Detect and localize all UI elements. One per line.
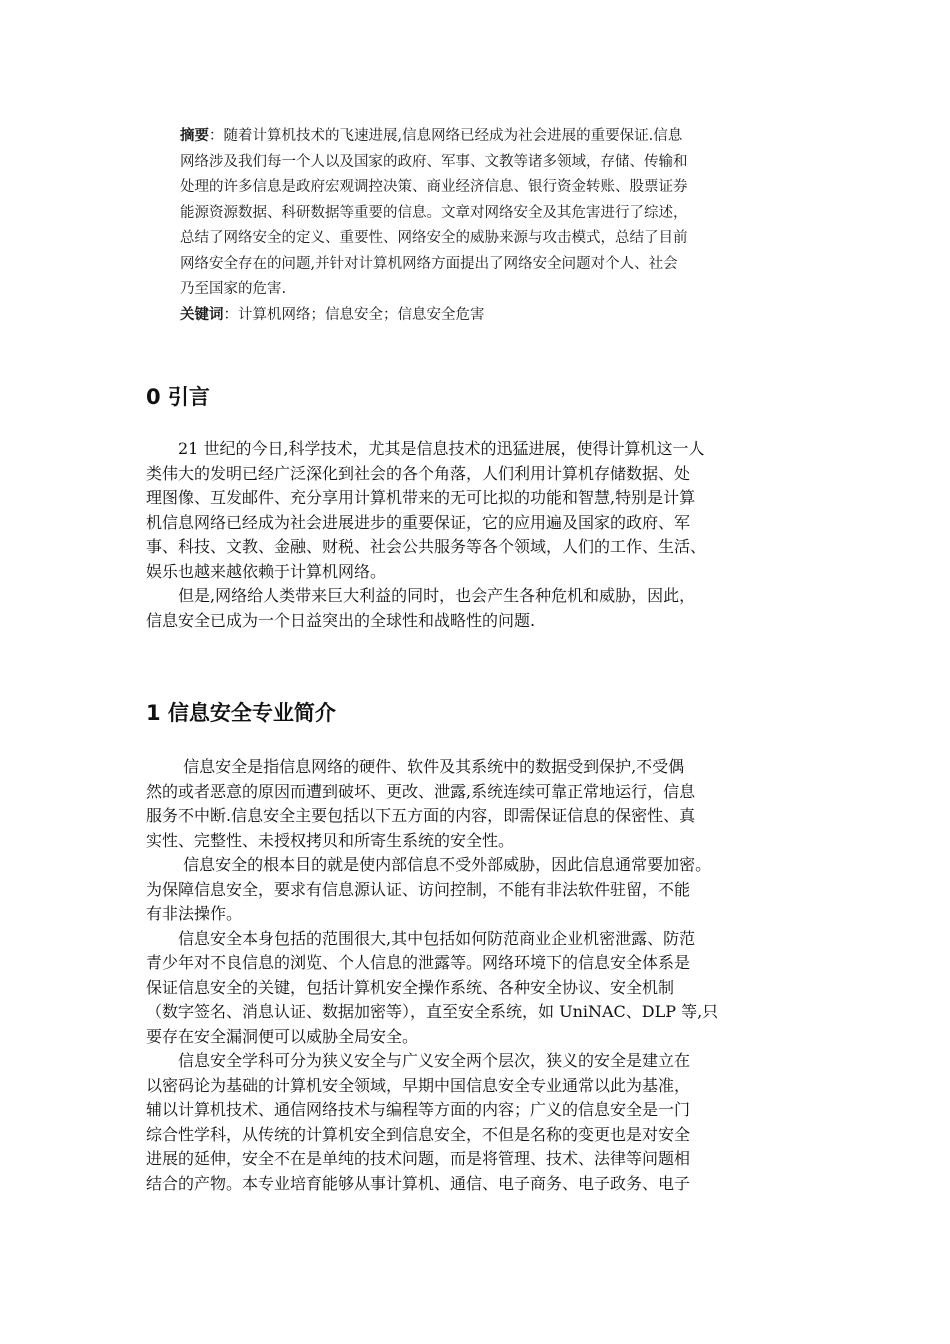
paragraph-line: （数字签名、消息认证、数据加密等），直至安全系统，如 UniNAC、DLP 等,只 <box>146 1002 719 1021</box>
paragraph-line: 进展的延伸，安全不在是单纯的技术问题，而是将管理、技术、法律等问题相 <box>146 1149 691 1168</box>
paragraph-line: 机信息网络已经成为社会进展进步的重要保证，它的应用遍及国家的政府、军 <box>146 512 691 532</box>
abstract-line <box>180 124 780 150</box>
abstract-block <box>180 124 780 328</box>
paragraph-line: 类伟大的发明已经广泛深化到社会的各个角落，人们利用计算机存储数据、处 <box>146 463 691 483</box>
paragraph-line: 青少年对不良信息的浏览、个人信息的泄露等。网络环境下的信息安全体系是 <box>146 953 691 972</box>
paragraph-line: 理图像、互发邮件、充分享用计算机带来的无可比拟的功能和智慧,特别是计算 <box>146 488 696 507</box>
abstract-line: 能源资源数据、科研数据等重要的信息。文章对网络安全及其危害进行了综述， <box>180 204 688 221</box>
abstract-line: 网络安全存在的问题,并针对计算机网络方面提出了网络安全问题对个人、社会 <box>180 255 678 272</box>
paragraph-line: 综合性学科，从传统的计算机安全到信息安全，不但是名称的变更也是对安全 <box>146 1124 691 1144</box>
paragraph-line: 信息安全已成为一个日益突出的全球性和战略性的问题. <box>146 610 536 630</box>
paragraph-line: 信息安全本身包括的范围很大,其中包括如何防范商业企业机密泄露、防范 <box>146 928 696 948</box>
keywords-label: 关键词 <box>180 306 224 323</box>
paragraph-line: 要存在安全漏洞便可以威胁全局安全。 <box>146 1026 419 1046</box>
section-heading-infosec-intro: 1 信息安全专业简介 <box>146 701 336 725</box>
paragraph-line: 信息安全学科可分为狭义安全与广义安全两个层次，狭义的安全是建立在 <box>146 1051 691 1070</box>
paragraph-line: 保证信息安全的关键，包括计算机安全操作系统、各种安全协议、安全机制 <box>146 977 675 997</box>
paragraph-line: 为保障信息安全，要求有信息源认证、访问控制，不能有非法软件驻留，不能 <box>146 879 691 899</box>
paragraph-line: 21 世纪的今日,科学技术，尤其是信息技术的迅猛进展，使得计算机这一人 <box>146 439 705 458</box>
paragraph-line: 辅以计算机技术、通信网络技术与编程等方面的内容；广义的信息安全是一门 <box>146 1100 691 1119</box>
keywords-line <box>180 303 780 329</box>
keywords-text: ：计算机网络；信息安全；信息安全危害 <box>223 306 485 323</box>
abstract-line: 处理的许多信息是政府宏观调控决策、商业经济信息、银行资金转账、股票证券 <box>180 179 688 195</box>
paragraph-line: 娱乐也越来越依赖于计算机网络。 <box>146 561 387 581</box>
paragraph-line: 事、科技、文教、金融、财税、社会公共服务等各个领域，人们的工作、生活、 <box>146 537 707 556</box>
section-infosec-body <box>146 755 816 1196</box>
abstract-line: 总结了网络安全的定义、重要性、网络安全的威胁来源与攻击模式，总结了目前 <box>180 230 688 246</box>
abstract-line: 网络涉及我们每一个人以及国家的政府、军事、文教等诸多领域，存储、传输和 <box>180 153 688 170</box>
abstract-line: 乃至国家的危害. <box>180 281 287 297</box>
paragraph-line: 有非法操作。 <box>146 904 243 923</box>
abstract-label: 摘要 <box>180 128 209 144</box>
paragraph-line: 信息安全的根本目的就是使内部信息不受外部威胁，因此信息通常要加密。 <box>146 855 712 874</box>
paragraph-line: 信息安全是指信息网络的硬件、软件及其系统中的数据受到保护,不受偶 <box>146 757 685 776</box>
paragraph-line: 服务不中断.信息安全主要包括以下五方面的内容，即需保证信息的保密性、真 <box>146 806 696 825</box>
paragraph-line: 以密码论为基础的计算机安全领域，早期中国信息安全专业通常以此为基准， <box>146 1075 691 1095</box>
abstract-text: ：随着计算机技术的飞速进展,信息网络已经成为社会进展的重要保证.信息 <box>209 128 683 144</box>
paragraph-line: 结合的产物。本专业培育能够从事计算机、通信、电子商务、电子政务、电子 <box>146 1173 691 1193</box>
paragraph-line: 然的或者恶意的原因而遭到破坏、更改、泄露,系统连续可靠正常地运行，信息 <box>146 781 696 801</box>
section-introduction-body <box>146 437 816 633</box>
paragraph-line: 实性、完整性、未授权拷贝和所寄生系统的安全性。 <box>146 830 515 850</box>
section-heading-introduction: 0 引言 <box>146 385 210 409</box>
paragraph-line: 但是,网络给人类带来巨大利益的同时，也会产生各种危机和威胁，因此， <box>146 586 696 605</box>
